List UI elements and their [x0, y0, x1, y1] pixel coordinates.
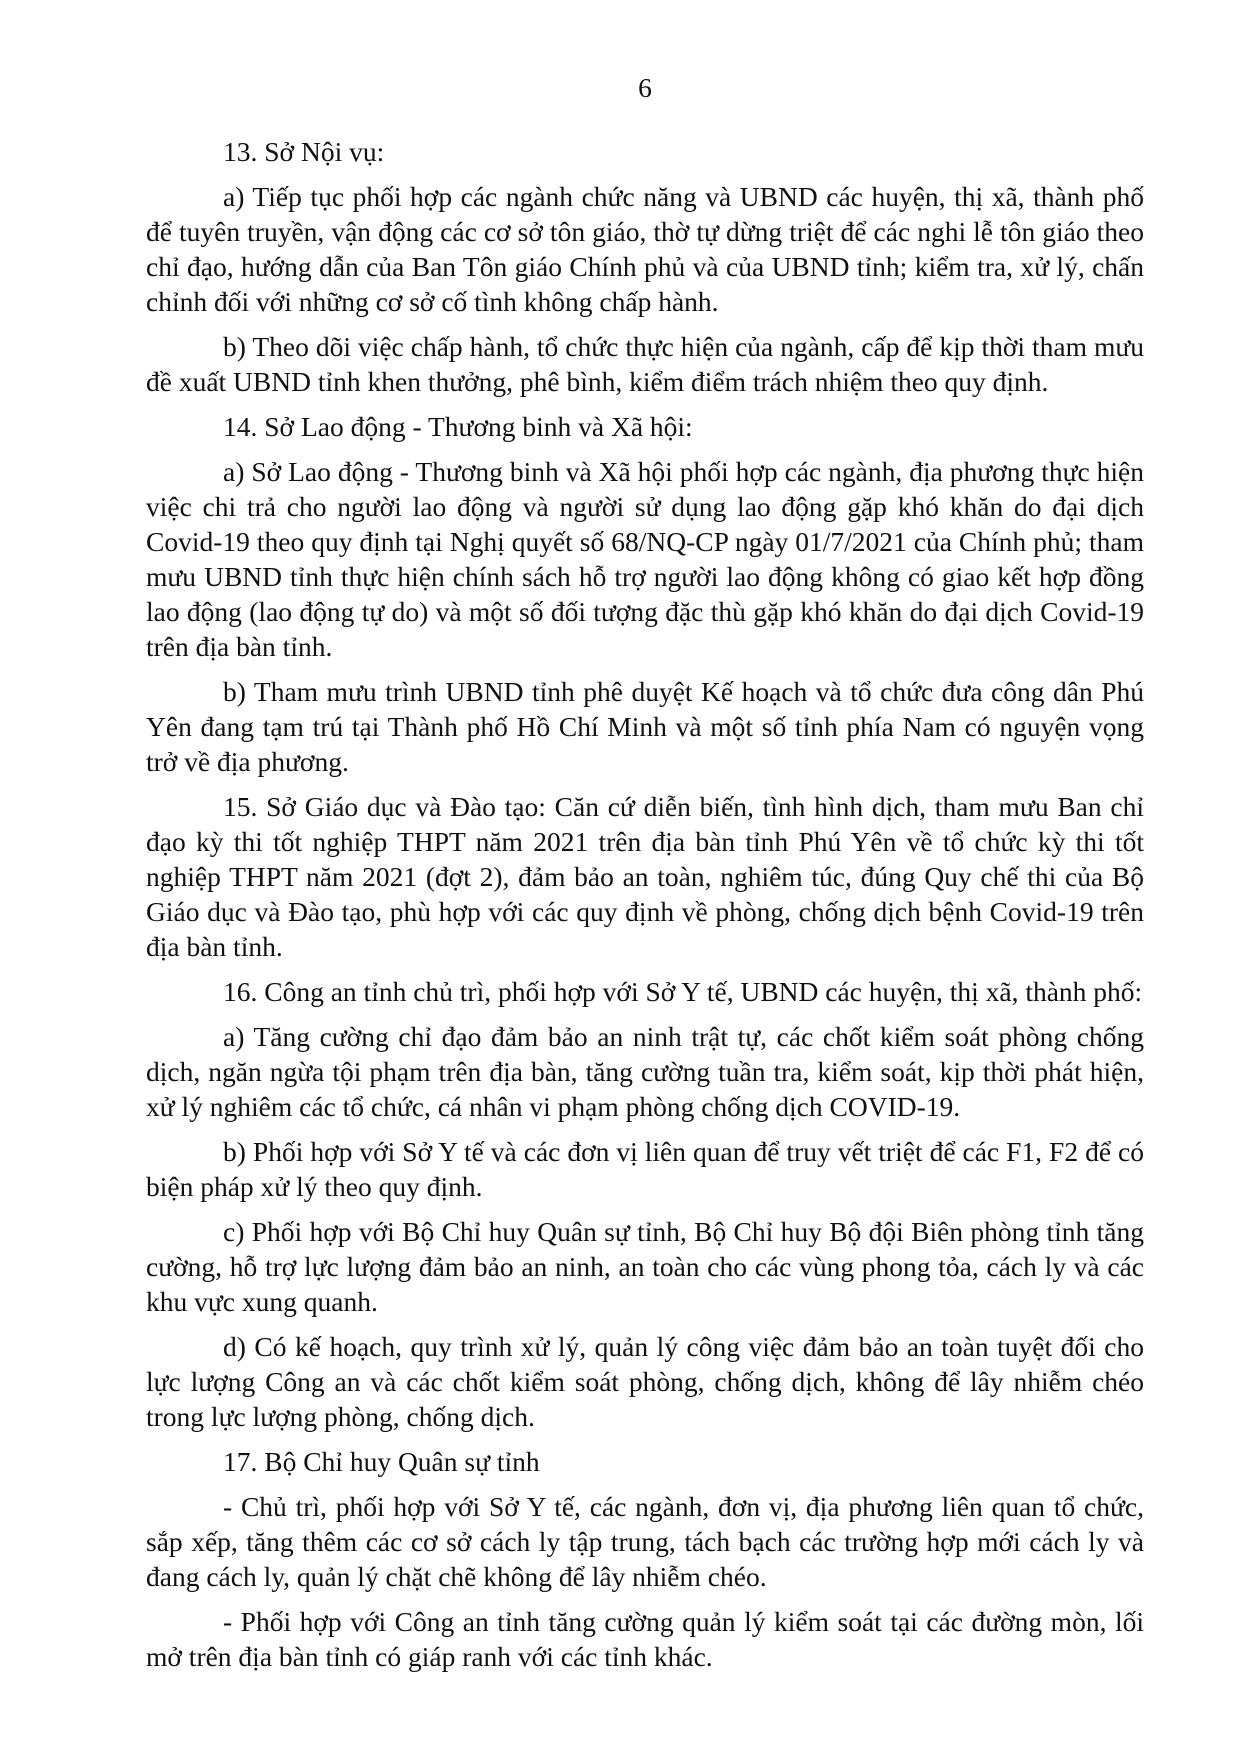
section-14-item-a: a) Sở Lao động - Thương binh và Xã hội phối hợp các ngành, địa phương thực hiện việc chi trả cho người lao động và người sử dụng lao động gặp khó khăn do đại dịch Covid-19 theo quy định tại Nghị quyết số 68/NQ-CP ngày 01/7/2021 của Chính phủ; tham mưu UBND tỉnh thực hiện chính sách hỗ trợ người lao động không có giao kết hợp đồng lao động (lao động tự do) và một số đối tượng đặc thù gặp khó khăn do đại dịch Covid-19 trên địa bàn tỉnh.	[146, 456, 1144, 662]
section-17-heading: 17. Bộ Chỉ huy Quân sự tỉnh	[223, 1446, 540, 1477]
document-body	[146, 134, 1144, 1684]
section-13-heading: 13. Sở Nội vụ:	[223, 136, 385, 167]
section-16-item-c: c) Phối hợp với Bộ Chỉ huy Quân sự tỉnh, Bộ Chỉ huy Bộ đội Biên phòng tỉnh tăng cường, hỗ trợ lực lượng đảm bảo an ninh, an toàn cho các vùng phong tỏa, cách ly và các khu vực xung quanh.	[146, 1216, 1144, 1317]
section-14-item-b: b) Tham mưu trình UBND tỉnh phê duyệt Kế hoạch và tổ chức đưa công dân Phú Yên đang tạm trú tại Thành phố Hồ Chí Minh và một số tỉnh phía Nam có nguyện vọng trở về địa phương.	[146, 676, 1144, 777]
section-15-paragraph: 15. Sở Giáo dục và Đào tạo: Căn cứ diễn biến, tình hình dịch, tham mưu Ban chỉ đạo kỳ thi tốt nghiệp THPT năm 2021 trên địa bàn tỉnh Phú Yên về tổ chức kỳ thi tốt nghiệp THPT năm 2021 (đợt 2), đảm bảo an toàn, nghiêm túc, đúng Quy chế thi của Bộ Giáo dục và Đào tạo, phù hợp với các quy định về phòng, chống dịch bệnh Covid-19 trên địa bàn tỉnh.	[146, 791, 1144, 962]
section-13-item-b: b) Theo dõi việc chấp hành, tổ chức thực hiện của ngành, cấp để kịp thời tham mưu đề xuất UBND tỉnh khen thưởng, phê bình, kiểm điểm trách nhiệm theo quy định.	[146, 331, 1144, 397]
section-17-bullet-2: - Phối hợp với Công an tỉnh tăng cường quản lý kiểm soát tại các đường mòn, lối mở trên địa bàn tỉnh có giáp ranh với các tỉnh khác.	[146, 1606, 1144, 1672]
section-13-item-a: a) Tiếp tục phối hợp các ngành chức năng và UBND các huyện, thị xã, thành phố để tuyên truyền, vận động các cơ sở tôn giáo, thờ tự dừng triệt để các nghi lễ tôn giáo theo chỉ đạo, hướng dẫn của Ban Tôn giáo Chính phủ và của UBND tỉnh; kiểm tra, xử lý, chấn chỉnh đối với những cơ sở cố tình không chấp hành.	[146, 181, 1144, 317]
section-16-heading: 16. Công an tỉnh chủ trì, phối hợp với Sở Y tế, UBND các huyện, thị xã, thành phố:	[223, 976, 1143, 1007]
section-16-item-b: b) Phối hợp với Sở Y tế và các đơn vị liên quan để truy vết triệt để các F1, F2 để có biện pháp xử lý theo quy định.	[146, 1136, 1144, 1202]
section-16-item-d: d) Có kế hoạch, quy trình xử lý, quản lý công việc đảm bảo an toàn tuyệt đối cho lực lượng Công an và các chốt kiểm soát phòng, chống dịch, không để lây nhiễm chéo trong lực lượng phòng, chống dịch.	[146, 1331, 1144, 1432]
document-page	[146, 0, 1144, 1753]
section-17-bullet-1: - Chủ trì, phối hợp với Sở Y tế, các ngành, đơn vị, địa phương liên quan tổ chức, sắp xếp, tăng thêm các cơ sở cách ly tập trung, tách bạch các trường hợp mới cách ly và đang cách ly, quản lý chặt chẽ không để lây nhiễm chéo.	[146, 1491, 1144, 1592]
section-14-heading: 14. Sở Lao động - Thương binh và Xã hội:	[223, 411, 693, 442]
page-number: 6	[638, 72, 652, 103]
section-16-item-a: a) Tăng cường chỉ đạo đảm bảo an ninh trật tự, các chốt kiểm soát phòng chống dịch, ngăn ngừa tội phạm trên địa bàn, tăng cường tuần tra, kiểm soát, kịp thời phát hiện, xử lý nghiêm các tổ chức, cá nhân vi phạm phòng chống dịch COVID-19.	[146, 1021, 1144, 1122]
